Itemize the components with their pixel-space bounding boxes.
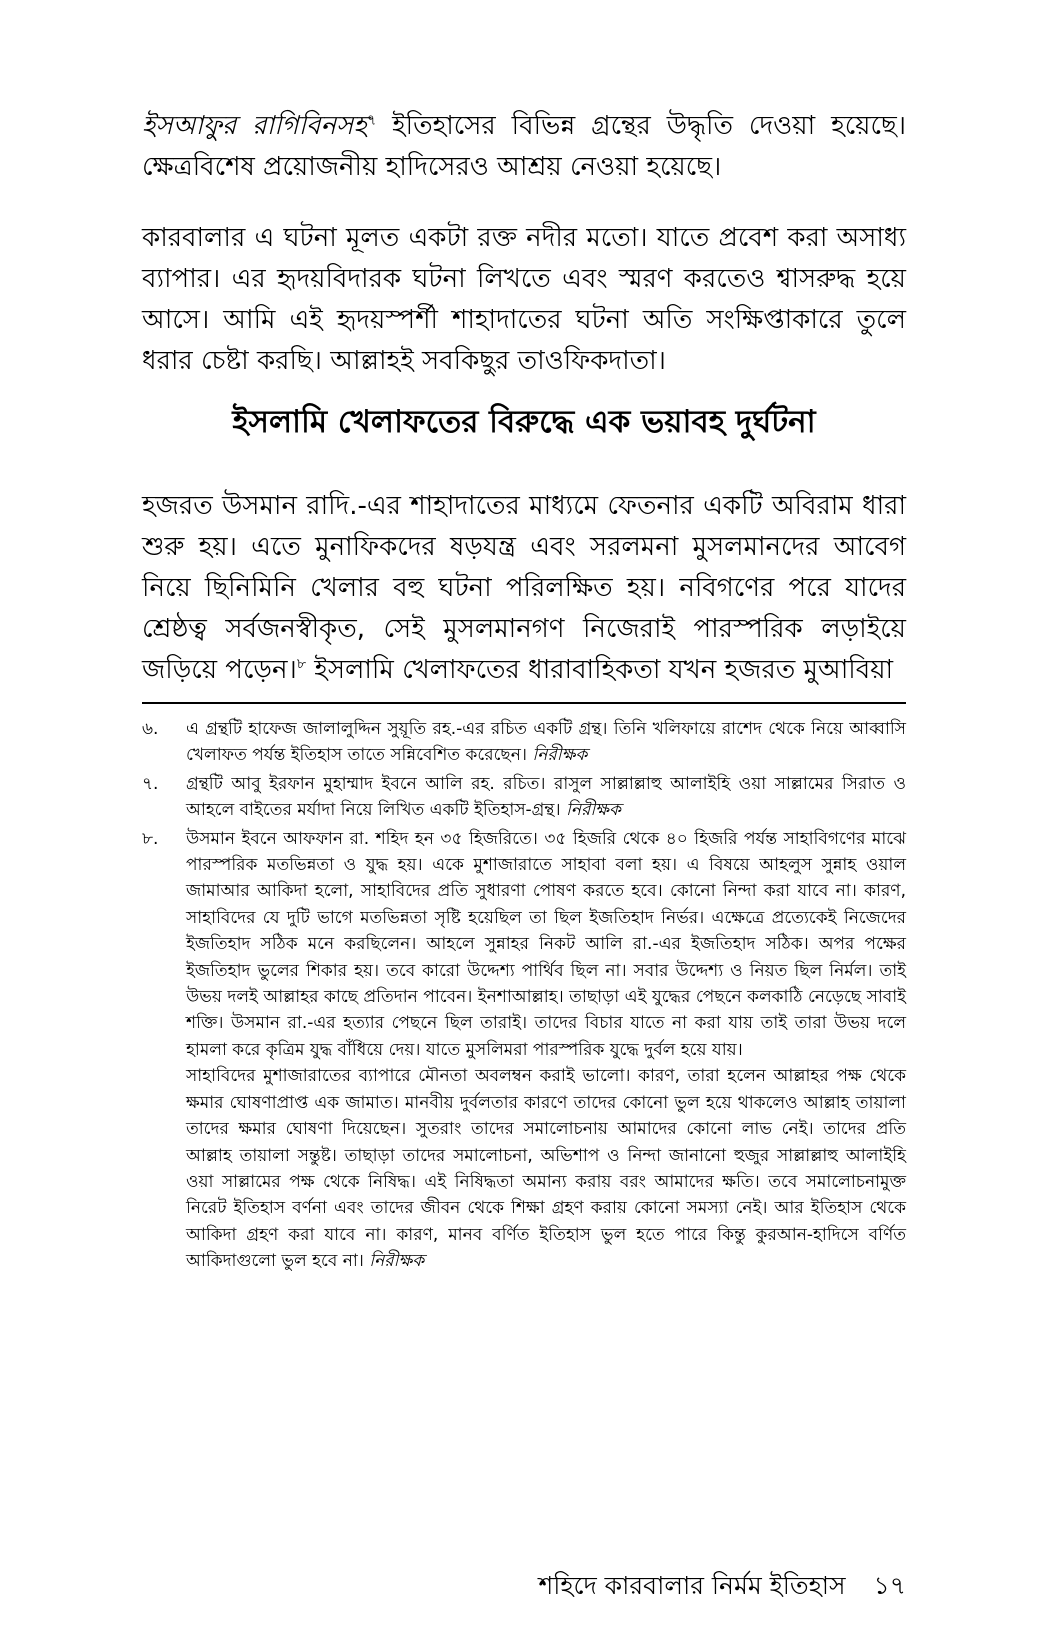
footnote-text: গ্রন্থটি আবু ইরফান মুহাম্মাদ ইবনে আলি রহ. রচিত। রাসুল সাল্লাল্লাহু আলাইহি ওয়া সাল্লামের সিরাত ও আহলে বাইতের মর্যাদা নিয়ে লিখিত একটি ইতিহাস-গ্রন্থ। (186, 773, 906, 821)
footnote-body (186, 826, 906, 1275)
intro-paragraph (142, 106, 906, 188)
section-heading: ইসলামি খেলাফতের বিরুদ্ধে এক ভয়াবহ দুর্ঘটনা (232, 404, 816, 440)
footnote-6 (142, 716, 906, 769)
reviewer-note: নিরীক্ষক (565, 800, 621, 821)
footnote-number: ৭. (142, 773, 159, 794)
footnote-text: এ গ্রন্থটি হাফেজ জালালুদ্দিন সুয়ূতি রহ.-এর রচিত একটি গ্রন্থ। তিনি খলিফায়ে রাশেদ থেকে নিয়ে আব্বাসি খেলাফত পর্যন্ত ইতিহাস তাতে সন্নিবেশিত করেছেন। (186, 719, 906, 766)
uthman-text-2: ইসলামি খেলাফতের ধারাবাহিকতা যখন হজরত মুআবিয়া (306, 655, 894, 685)
karbala-paragraph: কারবালার এ ঘটনা মূলত একটা রক্ত নদীর মতো। যাতে প্রবেশ করা অসাধ্য ব্যাপার। এর হৃদয়বিদারক ঘটনা লিখতে এবং স্মরণ করতেও শ্বাসরুদ্ধ হয়ে আসে। আমি এই হৃদয়স্পর্শী শাহাদাতের ঘটনা অতি সংক্ষিপ্তাকারে তুলে ধরার চেষ্টা করছি। আল্লাহই সবকিছুর তাওফিকদাতা। (142, 223, 906, 376)
page-number: ১৭ (873, 1571, 906, 1600)
footnote-ref-7[interactable]: ৭ (366, 112, 377, 129)
footnote-8 (142, 826, 906, 1275)
footnote-text: উসমান ইবনে আফফান রা. শহিদ হন ৩৫ হিজরিতে। ৩৫ হিজরি থেকে ৪০ হিজরি পর্যন্ত সাহাবিগণের মাঝে পারস্পরিক মতভিন্নতা ও যুদ্ধ হয়। একে মুশাজারাতে সাহাবা বলা হয়। এ বিষয়ে আহলুস সুন্নাহ ওয়াল জামাআর আকিদা হলো, সাহাবিদের প্রতি সুধারণা পোষণ করতে হবে। কোনো নিন্দা করা যাবে না। কারণ, সাহাবিদের যে দুটি ভাগে মতভিন্নতা সৃষ্টি হয়েছিল তা ছিল ইজতিহাদ নির্ভর। এক্ষেত্রে প্রত্যেকেই নিজেদের ইজতিহাদ সঠিক মনে করছিলেন। আহলে সুন্নাহর নিকট আলি রা.-এর ইজতিহাদ সঠিক। অপর পক্ষের ইজতিহাদ ভুলের শিকার হয়। তবে কারো উদ্দেশ্য পার্থিব ছিল না। সবার উদ্দেশ্য ও নিয়ত ছিল নির্মল। তাই উভয় দলই আল্লাহর কাছে প্রতিদান পাবেন। ইনশাআল্লাহ। তাছাড়া এই যুদ্ধের পেছনে কলকাঠি নেড়েছে সাবাই শক্তি। উসমান রা.-এর হত্যার পেছনে ছিল তারাই। তাদের বিচার যাতে না করা যায় তাই তারা উভয় দলে হামলা করে কৃত্রিম যুদ্ধ বাঁধিয়ে দেয়। যাতে মুসলিমরা পারস্পরিক যুদ্ধে দুর্বল হয়ে যায়। (186, 828, 906, 1060)
footnote-text-continued: সাহাবিদের মুশাজারাতের ব্যাপারে মৌনতা অবলম্বন করাই ভালো। কারণ, তারা হলেন আল্লাহর পক্ষ থেকে ক্ষমার ঘোষণাপ্রাপ্ত এক জামাত। মানবীয় দুর্বলতার কারণে তাদের কোনো ভুল হয়ে থাকলেও আল্লাহ তায়ালা তাদের ক্ষমার ঘোষণা দিয়েছেন। সুতরাং তাদের সমালোচনায় আমাদের কোনো লাভ নেই। তাদের প্রতি আল্লাহ তায়ালা সন্তুষ্ট। তাছাড়া তাদের সমালোচনা, অভিশাপ ও নিন্দা জানানো হুজুর সাল্লাল্লাহু আলাইহি ওয়া সাল্লামের পক্ষ থেকে নিষিদ্ধ। এই নিষিদ্ধতা অমান্য করায় বরং আমাদের ক্ষতি। তবে সমালোচনামুক্ত নিরেট ইতিহাস বর্ণনা এবং তাদের জীবন থেকে শিক্ষা গ্রহণ করায় কোনো সমস্যা নেই। আর ইতিহাস থেকে আকিদা গ্রহণ করা যাবে না। কারণ, মানব বর্ণিত ইতিহাস ভুল হতে পারে কিন্তু কুরআন-হাদিসে বর্ণিত আকিদাগুলো ভুল হবে না। (186, 1066, 906, 1272)
intro-text: ইতিহাসের বিভিন্ন গ্রন্থের উদ্ধৃতি দেওয়া হয়েছে। ক্ষেত্রবিশেষ প্রয়োজনীয় হাদিসেরও আশ্রয় নেওয়া হয়েছে। (142, 111, 906, 182)
book-title-italic: ইসআফুর রাগিবিনসহ (142, 111, 367, 141)
reviewer-note: নিরীক্ষক (532, 745, 588, 766)
footnote-body (186, 716, 906, 769)
footnote-ref-8[interactable]: ৮ (296, 656, 307, 673)
footnote-7 (142, 771, 906, 824)
footnotes (142, 716, 906, 1277)
footnote-divider (142, 702, 906, 704)
page-footer (538, 1568, 906, 1604)
footnote-number: ৬. (142, 719, 159, 739)
footnote-number: ৮. (142, 828, 159, 849)
uthman-paragraph (142, 486, 906, 691)
uthman-text-1: হজরত উসমান রাদি.-এর শাহাদাতের মাধ্যমে ফেতনার একটি অবিরাম ধারা শুরু হয়। এতে মুনাফিকদের ষড়যন্ত্র এবং সরলমনা মুসলমানদের আবেগ নিয়ে ছিনিমিনি খেলার বহু ঘটনা পরিলক্ষিত হয়। নবিগণের পরে যাদের শ্রেষ্ঠত্ব সর্বজনস্বীকৃত, সেই মুসলমানগণ নিজেরাই পারস্পরিক লড়াইয়ে জড়িয়ে পড়েন। (142, 491, 906, 685)
reviewer-note: নিরীক্ষক (369, 1251, 425, 1272)
running-title: শহিদে কারবালার নির্মম ইতিহাস (538, 1571, 846, 1600)
footnote-body (186, 771, 906, 824)
